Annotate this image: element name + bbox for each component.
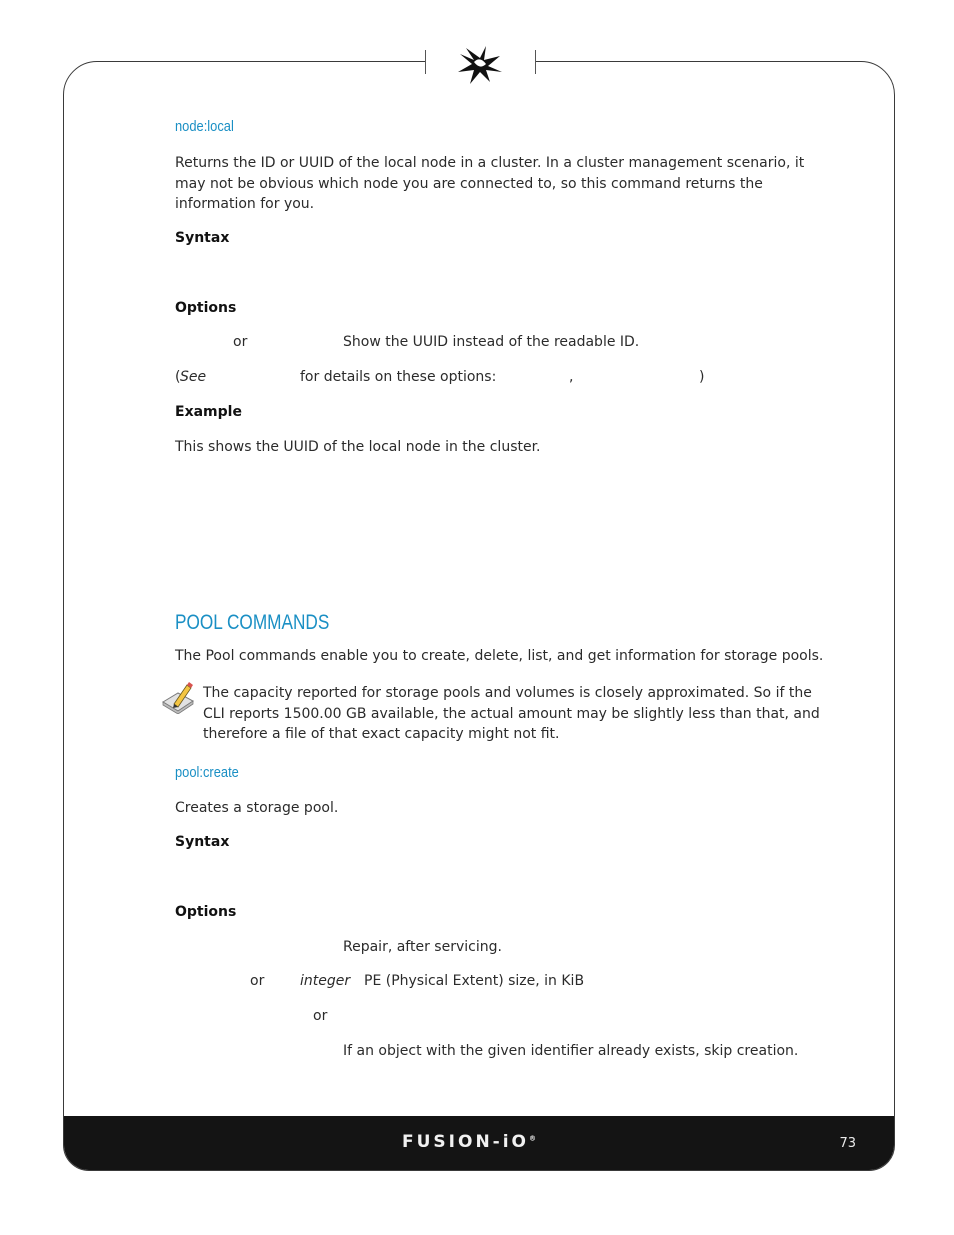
logo-divider-left [425,50,426,74]
pool-create-opt-pe-desc: PE (Physical Extent) size, in KiB [364,973,585,989]
node-local-example-label: Example [175,404,242,420]
footer-bar [64,1116,894,1170]
logo-divider-right [535,50,536,74]
pool-capacity-note: The capacity reported for storage pools and volumes is closely approximated. So if the CLI reports 1500.00 GB available, the actual amount may be slightly less than that, and therefore a file of that exact capacity might not fit. [203,685,820,742]
see-close: ) [699,369,705,385]
pool-commands-heading: POOL COMMANDS [175,611,330,634]
see-comma: , [569,369,574,385]
fusion-io-star-icon [452,42,508,86]
pool-create-options-label: Options [175,904,237,920]
brand-text: FUSION-iO [402,1132,529,1152]
pool-create-opt-pe-arg: integer [300,973,351,989]
node-local-example-desc: This shows the UUID of the local node in the cluster. [175,439,541,455]
note-pencil-icon [160,680,196,714]
node-local-option-or: or [233,334,248,350]
see-mid: for details on these options: [300,369,497,385]
pool-create-opt-pe-or: or [250,973,265,989]
node-local-option-desc: Show the UUID instead of the readable ID. [343,334,640,350]
pool-create-opt-skip-desc: If an object with the given identifier already exists, skip creation. [343,1043,799,1059]
pool-create-heading: pool:create [175,764,239,781]
footer-brand [402,1132,536,1152]
brand-mark: ® [529,1134,536,1143]
see-word: See [180,369,207,385]
pool-create-opt-repair-desc: Repair, after servicing. [343,939,502,955]
see-open: ( [175,369,181,385]
node-local-options-label: Options [175,300,237,316]
pool-create-opt3-or: or [313,1008,328,1024]
node-local-syntax-label: Syntax [175,230,230,246]
page-number: 73 [839,1136,856,1151]
pool-create-syntax-label: Syntax [175,834,230,850]
node-local-heading: node:local [175,118,234,135]
node-local-description: Returns the ID or UUID of the local node in a cluster. In a cluster management scenario, it may not be obvious which node you are connected to, so this command returns the information for you. [175,155,805,212]
pool-commands-intro: The Pool commands enable you to create, delete, list, and get information for storage pools. [175,648,824,664]
pool-create-description: Creates a storage pool. [175,800,339,816]
